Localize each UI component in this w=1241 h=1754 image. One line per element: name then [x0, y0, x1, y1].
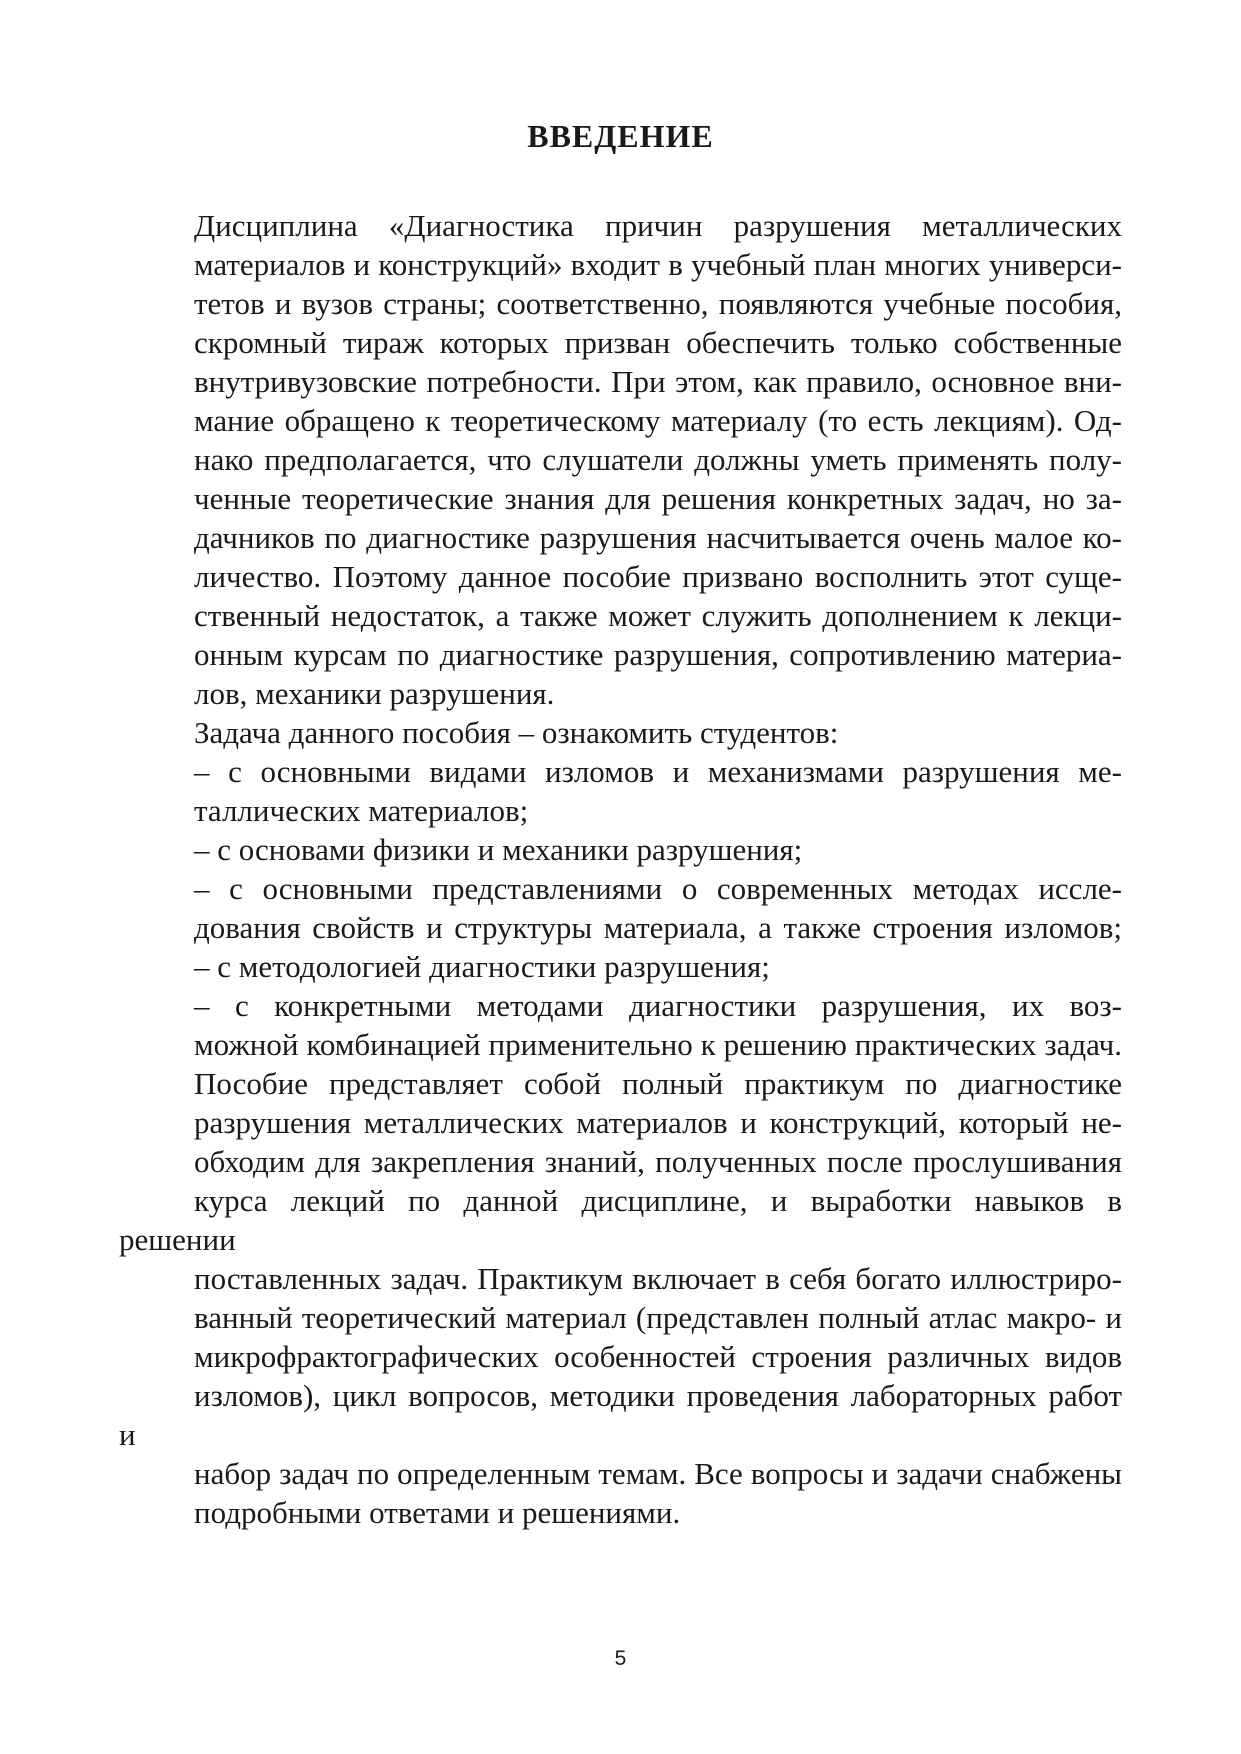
- text-line: онным курсам по диагностике разрушения, сопротивлению материа-: [194, 637, 1122, 672]
- text-line: ченные теоретические знания для решения конкретных задач, но за-: [194, 481, 1122, 516]
- list-item: [119, 869, 1122, 947]
- text-line: – с основными видами изломов и механизмами разрушения ме-: [194, 754, 1122, 789]
- intro-paragraph: [119, 206, 1122, 713]
- conclusion-paragraph: [119, 1064, 1122, 1532]
- text-line: обходим для закрепления знаний, полученных после прослушивания: [194, 1144, 1122, 1179]
- text-line: личество. Поэтому данное пособие призвано восполнить этот суще-: [194, 559, 1122, 594]
- text-line: Пособие представляет собой полный практикум по диагностике: [194, 1066, 1122, 1101]
- text-line: разрушения металлических материалов и конструкций, который не-: [194, 1105, 1122, 1140]
- document-page: [119, 0, 1122, 1754]
- text-line: нако предполагается, что слушатели должны уметь применять полу-: [194, 442, 1122, 477]
- page-body: [119, 206, 1122, 1532]
- text-line: можной комбинацией применительно к решению практических задач.: [194, 1027, 1122, 1062]
- text-line: дачников по диагностике разрушения насчитывается очень малое ко-: [194, 520, 1122, 555]
- text-line: изломов), цикл вопросов, методики проведения лабораторных работ и: [119, 1378, 1122, 1452]
- list-item: [119, 947, 1122, 986]
- page-title: ВВЕДЕНИЕ: [527, 118, 714, 154]
- text-line: подробными ответами и решениями.: [194, 1495, 681, 1530]
- task-intro-paragraph: [119, 713, 1122, 752]
- text-line: тетов и вузов страны; соответственно, появляются учебные пособия,: [194, 286, 1122, 321]
- text-line: мание обращено к теоретическому материалу (то есть лекциям). Од-: [194, 403, 1122, 438]
- text-line: лов, механики разрушения.: [194, 676, 555, 711]
- text-line: ванный теоретический материал (представлен полный атлас макро- и: [194, 1300, 1122, 1335]
- list-item: [119, 752, 1122, 830]
- list-item: [119, 830, 1122, 869]
- text-line: ственный недостаток, а также может служить дополнением к лекци-: [194, 598, 1122, 633]
- text-line: – с основными представлениями о современных методах иссле-: [194, 871, 1122, 906]
- page-number: 5: [614, 1647, 627, 1670]
- list-item: [119, 986, 1122, 1064]
- text-line: курса лекций по данной дисциплине, и выработки навыков в решении: [119, 1183, 1122, 1257]
- text-line: – с основами физики и механики разрушения;: [194, 832, 803, 867]
- text-line: материалов и конструкций» входит в учебный план многих универси-: [194, 247, 1122, 282]
- text-line: – с конкретными методами диагностики разрушения, их воз-: [194, 988, 1122, 1023]
- text-line: – с методологией диагностики разрушения;: [194, 949, 770, 984]
- text-line: таллических материалов;: [194, 793, 529, 828]
- text-line: поставленных задач. Практикум включает в себя богато иллюстриро-: [194, 1261, 1122, 1296]
- text-line: скромный тираж которых призван обеспечить только собственные: [194, 325, 1122, 360]
- text-line: микрофрактографических особенностей строения различных видов: [194, 1339, 1122, 1374]
- text-line: Задача данного пособия – ознакомить студентов:: [194, 715, 839, 750]
- text-line: Дисциплина «Диагностика причин разрушения металлических: [194, 208, 1122, 243]
- text-line: внутривузовские потребности. При этом, как правило, основное вни-: [194, 364, 1122, 399]
- text-line: дования свойств и структуры материала, а также строения изломов;: [194, 910, 1122, 945]
- text-line: набор задач по определенным темам. Все вопросы и задачи снабжены: [194, 1456, 1122, 1491]
